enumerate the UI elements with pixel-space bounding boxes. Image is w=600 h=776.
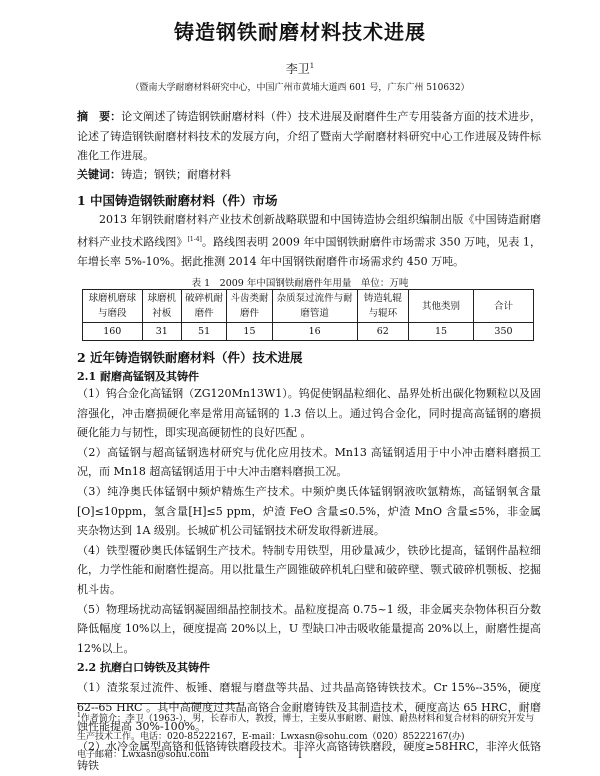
- table-cell: 15: [409, 323, 474, 341]
- table-header-cell: 球磨机磨球与磨段: [83, 290, 143, 323]
- para-text: 2013 年钢铁耐磨材料产业技术创新战略联盟和中国铸造协会组织编制出版《中国铸造耐磨材料产业技术路线图》: [77, 213, 541, 249]
- table-cell: 350: [474, 323, 534, 341]
- table-cell: 16: [272, 323, 357, 341]
- list-item: （1）渣浆泵过流件、板锤、磨辊与磨盘等共晶、过共晶高铬铸铁技术。Cr 15%--35%，硬度 62--65 HRC 。其中高硬度过共晶高铬合金耐磨铸铁及其制造技术，硬度高达 65 HRC，耐磨蚀性能提高 30%-100%。: [77, 680, 541, 734]
- footnote-mark: 1: [77, 712, 81, 719]
- table-header-cell: 杂质泵过流件与耐磨管道: [272, 290, 357, 323]
- page-number: I: [298, 750, 302, 761]
- table-header-cell: 破碎机耐磨件: [181, 290, 226, 323]
- author-name: 李卫: [285, 62, 310, 76]
- list-item: （1）钨合金化高锰钢（ZG120Mn13W1）。钨促使钢晶粒细化、晶界处析出碳化物颗粒以及固溶强化，冲击磨损硬化率是常用高锰钢的 1.3 倍以上。通过钨合金化，同时提高高锰钢的磨损硬化能力与韧性，即实现高硬韧性的良好匹配 。: [77, 387, 541, 440]
- table-row: [83, 323, 534, 341]
- keywords-label: 关键词：: [77, 168, 121, 181]
- list-item: （5）物理场扰动高锰钢凝固细晶控制技术。晶粒度提高 0.75~1 级，非金属夹杂物体积百分数降低幅度 10%以上，硬度提高 20%以上，U 型缺口冲击吸收能量提高 20%以上，耐磨性提高 12%以上。: [77, 602, 541, 655]
- list-item: （4）铁型覆砂奥氏体锰钢生产技术。特制专用铁型，用砂量减少，铁砂比提高，锰钢件晶粒细化，力学性能和耐磨性提高。用以批量生产圆锥破碎机轧臼壁和破碎壁、颚式破碎机颚板、挖掘机斗齿。: [77, 543, 541, 596]
- paper-title: 铸造钢铁耐磨材料技术进展: [174, 20, 426, 44]
- section-2-heading: 2 近年铸造钢铁耐磨材料（件）技术进展: [77, 350, 303, 365]
- section-2-1-heading: 2.1 耐磨高锰钢及其铸件: [77, 370, 199, 383]
- table-header-cell: 斗齿类耐磨件: [227, 290, 272, 323]
- section-1-paragraph: [77, 210, 541, 271]
- table-header-cell: 合计: [474, 290, 534, 323]
- author: [0, 60, 600, 77]
- list-item: （2）水冷金属型高铬和低铬铸铁磨段技术。非淬火高铬铸铁磨段，硬度≥58HRC，非淬火低铬铸铁: [77, 739, 541, 773]
- affiliation: （暨南大学耐磨材料研究中心，中国广州市黄埔大道西 601 号，广东广州 510632）: [130, 83, 470, 93]
- table-1: [82, 289, 534, 341]
- citation-ref[interactable]: [1-4]: [187, 235, 202, 243]
- author-footnote-mark: 1: [309, 62, 315, 70]
- footnote-email: 电子邮箱：Lwxasn@sohu.com: [77, 750, 210, 760]
- list-item: （3）纯净奥氏体锰钢中频炉精炼生产技术。中频炉奥氏体锰钢钢液吹氩精炼，高锰钢氧含量[O]≤10ppm，氢含量[H]≤5 ppm，炉渣 FeO 含量≤0.5%，炉渣 MnO 含量≤5%，非金属夹杂物达到 1A 级别。长城矿机公司锰钢技术研发取得新进展。: [77, 484, 541, 538]
- abstract: [77, 107, 541, 166]
- table-caption: 表 1 2009 年中国钢铁耐磨件年用量 单位：万吨: [191, 278, 409, 289]
- table-header-cell: 球磨机衬板: [142, 290, 181, 323]
- table-cell: 15: [227, 323, 272, 341]
- table-header-row: [83, 290, 534, 323]
- abstract-label: 摘 要：: [77, 110, 122, 123]
- keywords: [77, 165, 541, 185]
- footnote-text: 作者简介：李卫（1963-），男，长春市人，教授，博士，主要从事耐磨、耐蚀、耐热材料和复合材料的研究开发与生产技术工作。电话：020-85222167，E-mail：Lwxasn@sohu.com（020）85222167(办): [77, 714, 535, 742]
- abstract-text: 论文阐述了铸造钢铁耐磨材料（件）技术进展及耐磨件生产专用装备方面的技术进步，论述了铸造钢铁耐磨材料技术的发展方向，介绍了暨南大学耐磨材料研究中心工作进展及铸件标准化工作进展。: [77, 110, 542, 163]
- table-header-cell: 铸造轧辊与辊环: [357, 290, 408, 323]
- footnote-divider: [77, 703, 240, 704]
- table-cell: 160: [83, 323, 143, 341]
- list-item: （2）高锰钢与超高锰钢选材研究与优化应用技术。Mn13 高锰钢适用于中小冲击磨料磨损工况，而 Mn18 超高锰钢适用于中大冲击磨料磨损工况。: [77, 445, 541, 479]
- para-text: 。路线图表明 2009 年中国钢铁耐磨件市场需求 350 万吨，见表 1，年增长率 5%-10%。据此推测 2014 年中国钢铁耐磨件市场需求约 450 万吨。: [77, 235, 541, 268]
- table-cell: 62: [357, 323, 408, 341]
- table-cell: 51: [181, 323, 226, 341]
- table-header-cell: 其他类别: [409, 290, 474, 323]
- table-cell: 31: [142, 323, 181, 341]
- section-1-heading: 1 中国铸造钢铁耐磨材料（件）市场: [77, 193, 278, 208]
- keywords-text: 铸造；钢铁；耐磨材料: [121, 168, 231, 181]
- section-2-2-heading: 2.2 抗磨白口铸铁及其铸件: [77, 661, 210, 675]
